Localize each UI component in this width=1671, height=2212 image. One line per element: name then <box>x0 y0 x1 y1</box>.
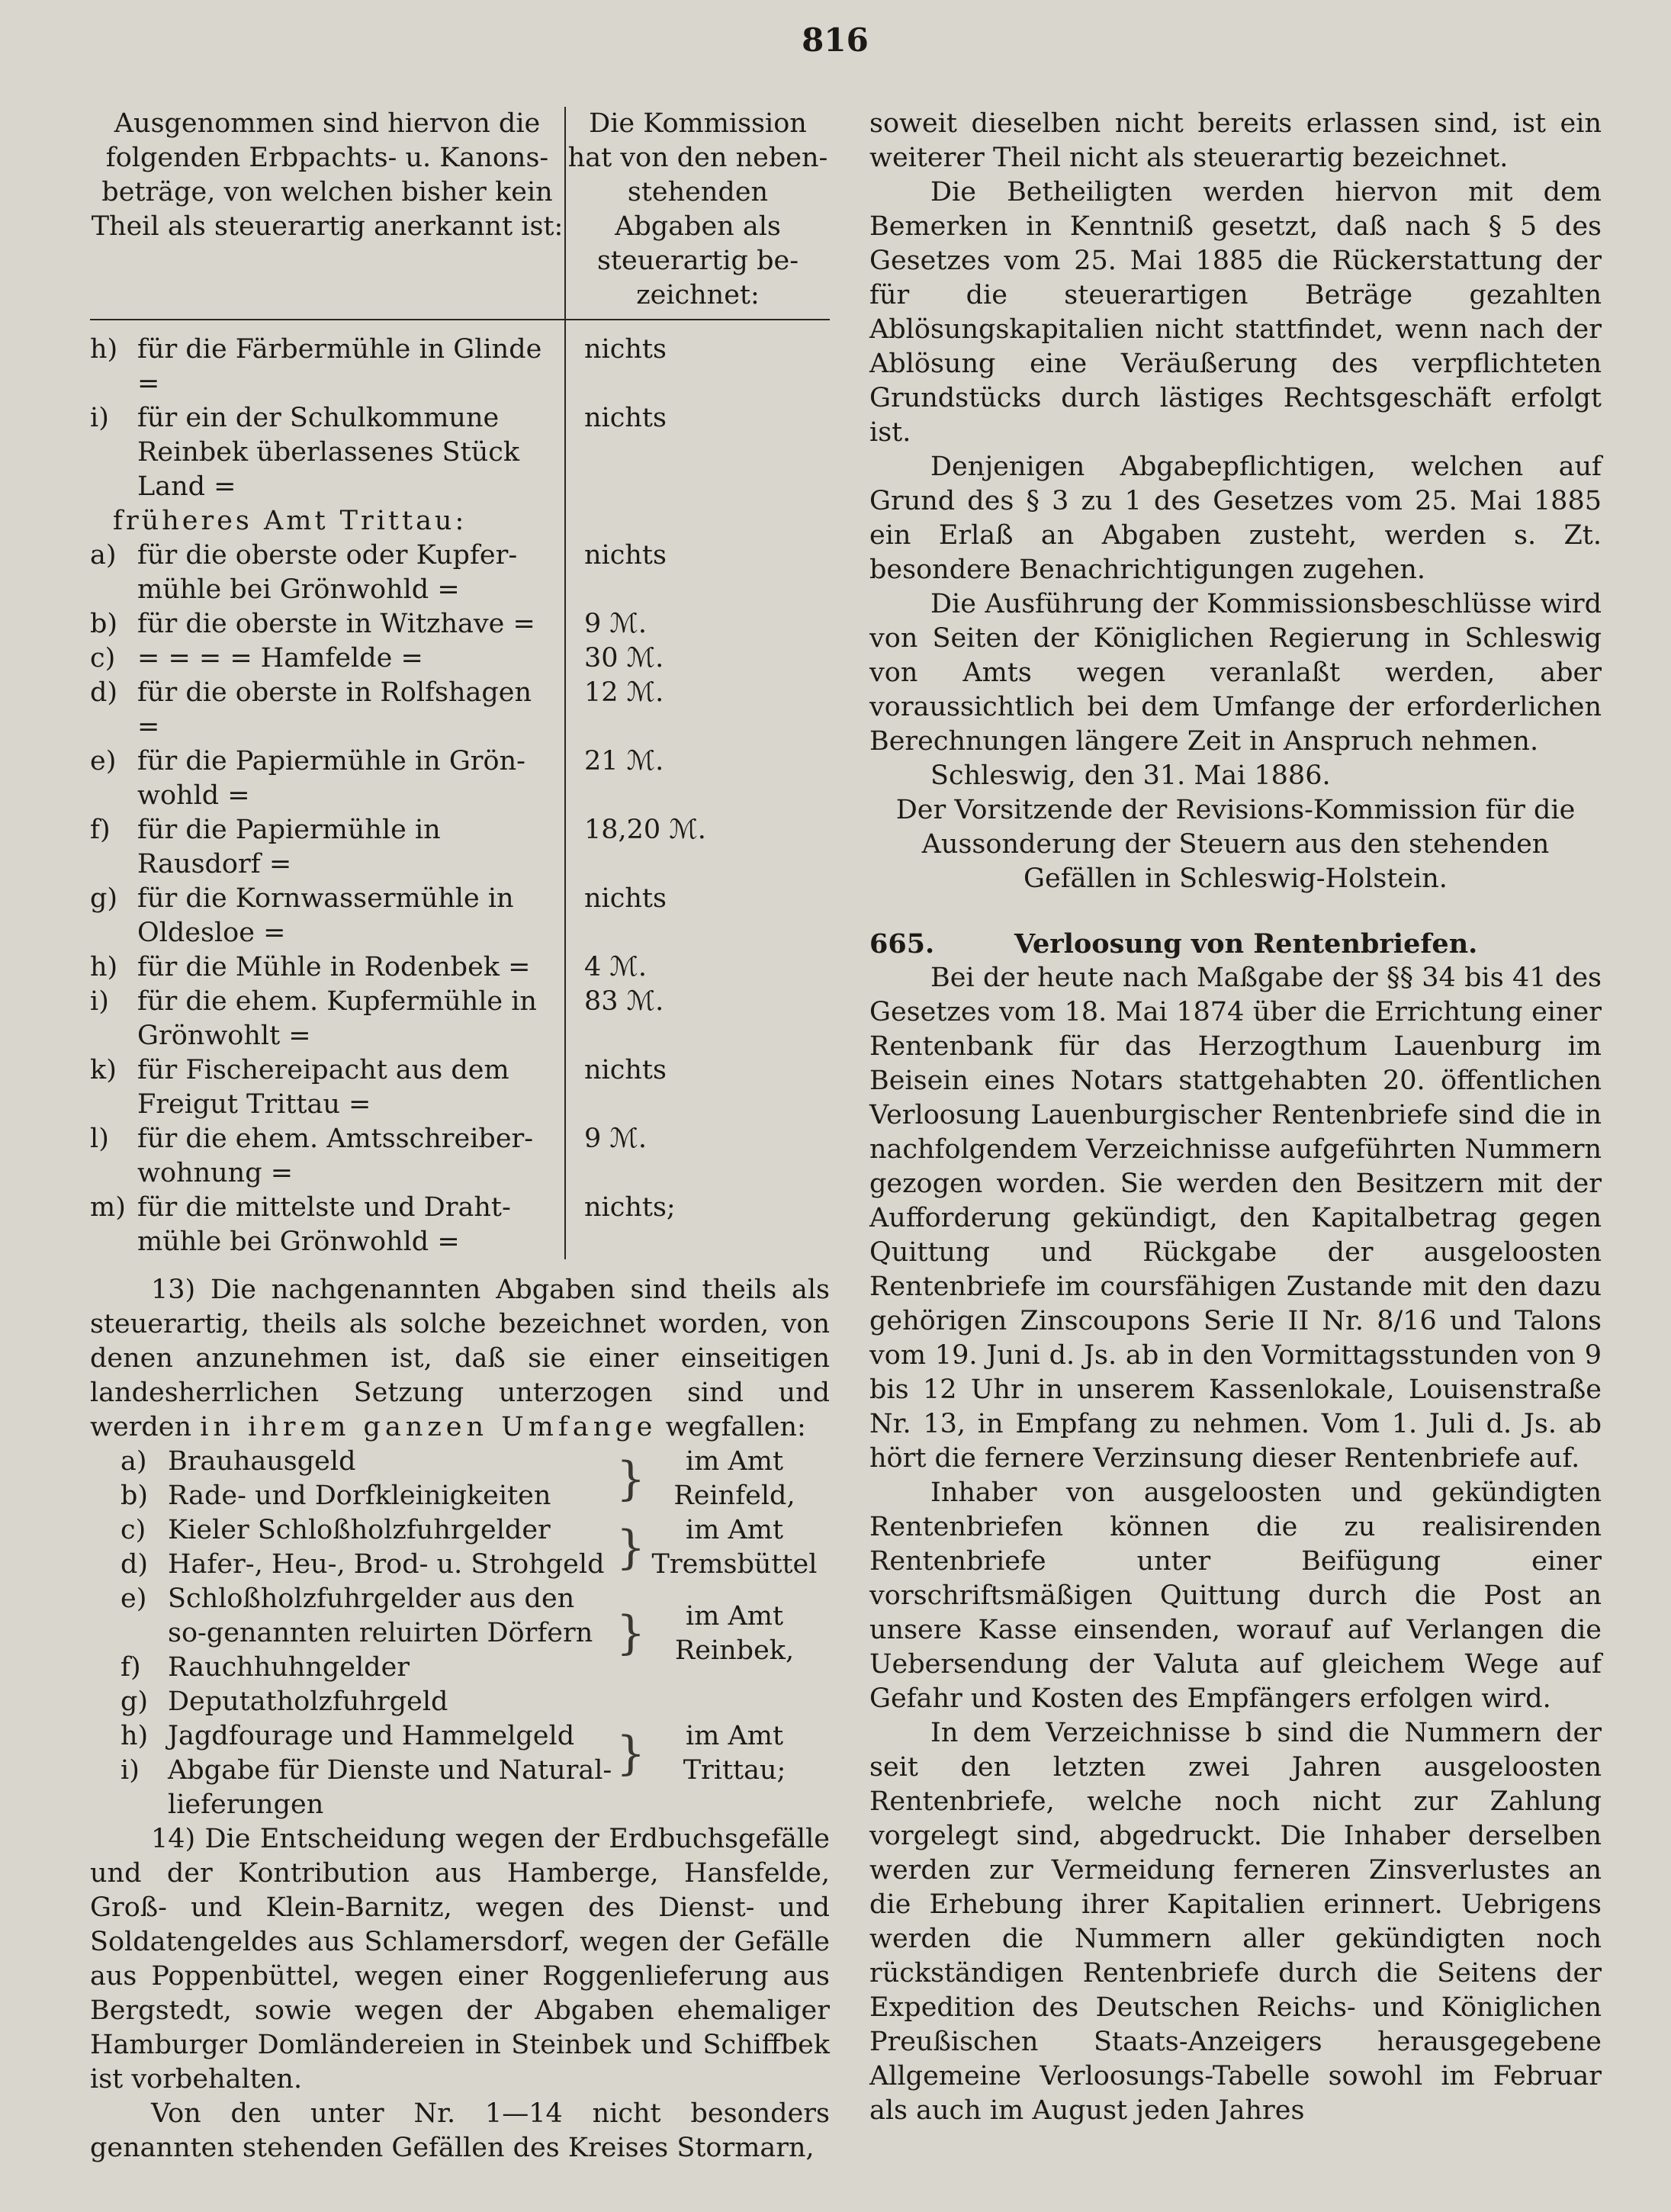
list-item-text: Deputatholzfuhrgeld <box>168 1686 448 1717</box>
list-item-text: Rauchhuhngelder <box>168 1652 410 1683</box>
table-subheading <box>90 504 830 539</box>
row-text: für die oberste oder Kupfer-mühle bei Grönwohld = <box>137 540 518 605</box>
levy-group <box>90 1582 830 1685</box>
row-text: für die Mühle in Rodenbek = <box>137 952 531 982</box>
paragraph-remaining: Von den unter Nr. 1—14 nicht besonders genannten stehenden Gefällen des Kreises Stormarn, <box>90 2098 830 2163</box>
row-value: nichts <box>584 540 667 571</box>
levy-group <box>90 1685 830 1822</box>
right-paragraph-7: In dem Verzeichnisse b sind die Nummern der seit den letzten zwei Jahren ausgeloosten Rentenbriefe, welche noch nicht zur Zahlung vorgelegt sind, abgedruckt. Die Inhaber derselben werden zur Vermeidung ferneren Zinsverlustes an die Erhebung ihrer Kapitalien erinnert. Uebrigens werden die Nummern aller gekündigten noch rückständigen Rentenbriefe durch die Seitens der Expedition des Deutschen Reichs- und Königlichen Preußischen Staats-Anzeigers herausgegebene Allgemeine Verloosungs-Tabelle sowohl im Februar als auch im August jeden Jahres <box>869 1718 1602 2126</box>
row-label: i) <box>90 403 109 433</box>
row-text: für die Papiermühle in Rausdorf = <box>137 815 441 879</box>
row-value: 9 ℳ. <box>584 1124 647 1154</box>
paragraph-13-text: 13) Die nachgenannten Abgaben sind theils als steuerartig, theils als solche bezeichnet worden, von denen anzunehmen ist, daß sie einer einseitigen landesherrlichen Setzung unterzogen sind und werden <box>90 1275 830 1442</box>
levy-group-items <box>90 1513 616 1582</box>
brace-icon: } <box>616 1606 646 1660</box>
table-row <box>90 813 830 882</box>
row-text: für die ehem. Kupfermühle in Grönwohlt = <box>137 986 537 1051</box>
row-text: für die Papiermühle in Grön-wohld = <box>137 746 525 811</box>
levy-group-office: im Amt Trittau; <box>683 1721 786 1786</box>
row-value: nichts <box>584 334 667 365</box>
table-row <box>90 744 830 813</box>
right-paragraph-6: Inhaber von ausgeloosten und gekündigten Rentenbriefen können die zu realisirenden Rentenbriefe unter Beifügung einer vorschriftsmäßigen Quittung durch die Post an unsere Kasse einsenden, worauf auf Verlangen die Uebersendung der Valuta auf gleichem Wege auf Gefahr und Kosten des Empfängers erfolgen wird. <box>869 1477 1602 1714</box>
list-item <box>90 1582 616 1651</box>
section-heading <box>869 927 1602 961</box>
page-number: 816 <box>802 21 869 59</box>
levy-group-office: im Amt Reinfeld, <box>673 1446 795 1511</box>
row-text: für ein der Schulkommune Reinbek überlassenes Stück Land = <box>137 403 520 502</box>
row-value <box>564 504 830 539</box>
table-row <box>90 539 830 607</box>
right-paragraph-3: Denjenigen Abgabepflichtigen, welchen auf Grund des § 3 zu 1 des Gesetzes vom 25. Mai 1885 ein Erlaß an Abgaben zusteht, werden s. Zt. besondere Benachrichtigungen zugehen. <box>869 452 1602 585</box>
section-number: 665. <box>869 928 935 960</box>
row-label: a) <box>90 540 117 571</box>
list-item <box>90 1445 616 1479</box>
paragraph-14: 14) Die Entscheidung wegen der Erdbuchsgefälle und der Kontribution aus Hamberge, Hansfelde, Groß- und Klein-Barnitz, wegen des Dienst- und Soldatengeldes aus Schlamersdorf, wegen der Gefälle aus Poppenbüttel, wegen einer Roggenlieferung aus Bergstedt, sowie wegen der Abgaben ehemaliger Hamburger Domländereien in Steinbek und Schiffbek ist vorbehalten. <box>90 1824 830 2095</box>
levy-group-office: im Amt Tremsbüttel <box>651 1515 818 1580</box>
date-line: Schleswig, den 31. Mai 1886. <box>930 760 1331 791</box>
list-item-text: Jagdfourage und Hammelgeld <box>168 1721 575 1751</box>
row-label: d) <box>90 677 118 708</box>
list-item-label: g) <box>121 1686 149 1717</box>
right-column <box>869 107 1602 2128</box>
right-paragraph-2: Die Betheiligten werden hiervon mit dem Bemerken in Kenntniß gesetzt, daß nach § 5 des Gesetzes vom 25. Mai 1885 die Rückerstattung der für die steuerartigen Beträge gezahlten Ablösungskapitalien nicht stattfindet, wenn nach der Ablösung eine Veräußerung des verpflichteten Grundstücks durch lästiges Rechtsgeschäft erfolgt ist. <box>869 177 1602 448</box>
row-text: für die mittelste und Draht-mühle bei Grönwohld = <box>137 1192 511 1257</box>
row-value: nichts <box>584 1055 667 1085</box>
table-row <box>90 607 830 641</box>
table-header <box>90 107 830 320</box>
table-row <box>90 1053 830 1122</box>
list-item <box>90 1719 616 1754</box>
row-text: für die oberste in Rolfshagen = <box>137 677 532 742</box>
row-text: früheres Amt Trittau: <box>113 506 468 536</box>
brace-icon: } <box>616 1726 646 1780</box>
row-value: 4 ℳ. <box>584 952 647 982</box>
table-row <box>90 676 830 744</box>
list-item-label: e) <box>121 1583 147 1614</box>
row-label: f) <box>90 815 111 845</box>
list-item <box>90 1513 616 1548</box>
list-item-text: Schloßholzfuhrgelder aus den so-genannten reluirten Dörfern <box>168 1583 593 1648</box>
list-item-label: i) <box>121 1755 140 1786</box>
levy-groups <box>90 1445 830 1822</box>
row-label: l) <box>90 1124 109 1154</box>
table-row <box>90 950 830 985</box>
signature-block: Der Vorsitzende der Revisions-Kommission für die Aussonderung der Steuern aus den stehenden Gefällen in Schleswig-Holstein. <box>895 795 1576 894</box>
row-text: für die Kornwassermühle in Oldesloe = <box>137 883 514 948</box>
right-paragraph-1: soweit dieselben nicht bereits erlassen sind, ist ein weiterer Theil nicht als steuerartig bezeichnet. <box>869 108 1602 173</box>
list-item <box>90 1479 616 1513</box>
row-value: 21 ℳ. <box>584 746 664 776</box>
row-value: 83 ℳ. <box>584 986 664 1017</box>
levy-group-items <box>90 1445 616 1513</box>
row-value: nichts <box>584 883 667 914</box>
row-value: 18,20 ℳ. <box>584 815 706 845</box>
list-item-text: Rade- und Dorfkleinigkeiten <box>168 1481 551 1511</box>
row-label: m) <box>90 1192 126 1223</box>
levy-group-office: im Amt Reinbek, <box>674 1600 795 1666</box>
paragraph-13 <box>90 1273 830 1445</box>
list-item <box>90 1548 616 1582</box>
list-item-label: c) <box>121 1515 146 1545</box>
row-text: für die ehem. Amtsschreiber-wohnung = <box>137 1124 534 1188</box>
table-row <box>90 641 830 676</box>
list-item-label: b) <box>121 1481 149 1511</box>
row-value: 30 ℳ. <box>584 643 664 674</box>
table-header-right: Die Kommission hat von den neben-stehenden Abgaben als steuerartig be-zeichnet: <box>567 108 828 310</box>
list-item-label: a) <box>121 1446 147 1477</box>
row-label: i) <box>90 986 109 1017</box>
row-label: h) <box>90 334 118 365</box>
list-item-text: Kieler Schloßholzfuhrgelder <box>168 1515 551 1545</box>
list-item-text: Abgabe für Dienste und Natural-lieferungen <box>168 1755 612 1820</box>
table-row <box>90 401 830 504</box>
list-item-label: h) <box>121 1721 149 1751</box>
brace-icon: } <box>616 1452 646 1506</box>
levy-group-items <box>90 1582 616 1685</box>
row-value: nichts; <box>584 1192 676 1223</box>
row-text: für die Färbermühle in Glinde = <box>137 334 542 399</box>
right-paragraph-4: Die Ausführung der Kommissionsbeschlüsse wird von Seiten der Königlichen Regierung in Schleswig von Amts wegen veranlaßt werden, aber voraussichtlich bei dem Umfange der erforderlichen Berechnungen längere Zeit in Anspruch nehmen. <box>869 589 1602 757</box>
paragraph-13-emphasis: in ihrem ganzen Umfange <box>200 1412 657 1442</box>
row-value: 9 ℳ. <box>584 609 647 639</box>
row-label: e) <box>90 746 117 776</box>
row-value: 12 ℳ. <box>584 677 664 708</box>
row-text: für die oberste in Witzhave = <box>137 609 535 639</box>
list-item-text: Brauhausgeld <box>168 1446 356 1477</box>
right-paragraph-5: Bei der heute nach Maßgabe der §§ 34 bis 41 des Gesetzes vom 18. Mai 1874 über die Errichtung einer Rentenbank für das Herzogthum Lauenburg im Beisein eines Notars stattgehabten 20. öffentlichen Verloosung Lauenburgischer Rentenbriefe sind die in nachfolgendem Verzeichnisse aufgeführten Nummern gezogen worden. Sie werden den Besitzern mit der Aufforderung gekündigt, den Kapitalbetrag gegen Quittung und Rückgabe der ausgeloosten Rentenbriefe im coursfähigen Zustande mit den dazu gehörigen Zinscoupons Serie II Nr. 8/16 und Talons vom 19. Juni d. Js. ab in den Vormittagsstunden von 9 bis 12 Uhr in unserem Kassenlokale, Louisenstraße Nr. 13, in Empfang zu nehmen. Vom 1. Juli d. Js. ab hört die fernere Verzinsung dieser Rentenbriefe auf. <box>869 963 1602 1474</box>
table-body <box>90 320 830 1259</box>
row-label: g) <box>90 883 118 914</box>
row-text: für Fischereipacht aus dem Freigut Trittau = <box>137 1055 509 1120</box>
levy-group <box>90 1513 830 1582</box>
row-text: = = = = Hamfelde = <box>137 643 423 674</box>
list-item <box>90 1685 616 1719</box>
table-row <box>90 882 830 950</box>
left-column <box>90 107 830 2165</box>
table-row <box>90 985 830 1053</box>
brace-icon: } <box>616 1520 646 1574</box>
list-item <box>90 1754 616 1822</box>
table-header-left: Ausgenommen sind hiervon die folgenden Erbpachts- u. Kanons-beträge, von welchen bisher kein Theil als steuerartig anerkannt ist: <box>90 107 566 319</box>
levy-group-items <box>90 1685 616 1822</box>
row-label: b) <box>90 609 118 639</box>
table-row <box>90 1122 830 1191</box>
paragraph-13-end: wegfallen: <box>665 1412 806 1442</box>
levy-group <box>90 1445 830 1513</box>
row-label: c) <box>90 643 116 674</box>
list-item <box>90 1651 616 1685</box>
row-value: nichts <box>584 403 667 433</box>
table-row <box>90 1191 830 1259</box>
row-label: h) <box>90 952 118 982</box>
list-item-label: f) <box>121 1652 141 1683</box>
section-title: Verloosung von Rentenbriefen. <box>1014 928 1478 960</box>
row-label: k) <box>90 1055 117 1085</box>
table-row <box>90 333 830 401</box>
levy-table <box>90 107 830 1259</box>
list-item-text: Hafer-, Heu-, Brod- u. Strohgeld <box>168 1549 605 1580</box>
list-item-label: d) <box>121 1549 149 1580</box>
